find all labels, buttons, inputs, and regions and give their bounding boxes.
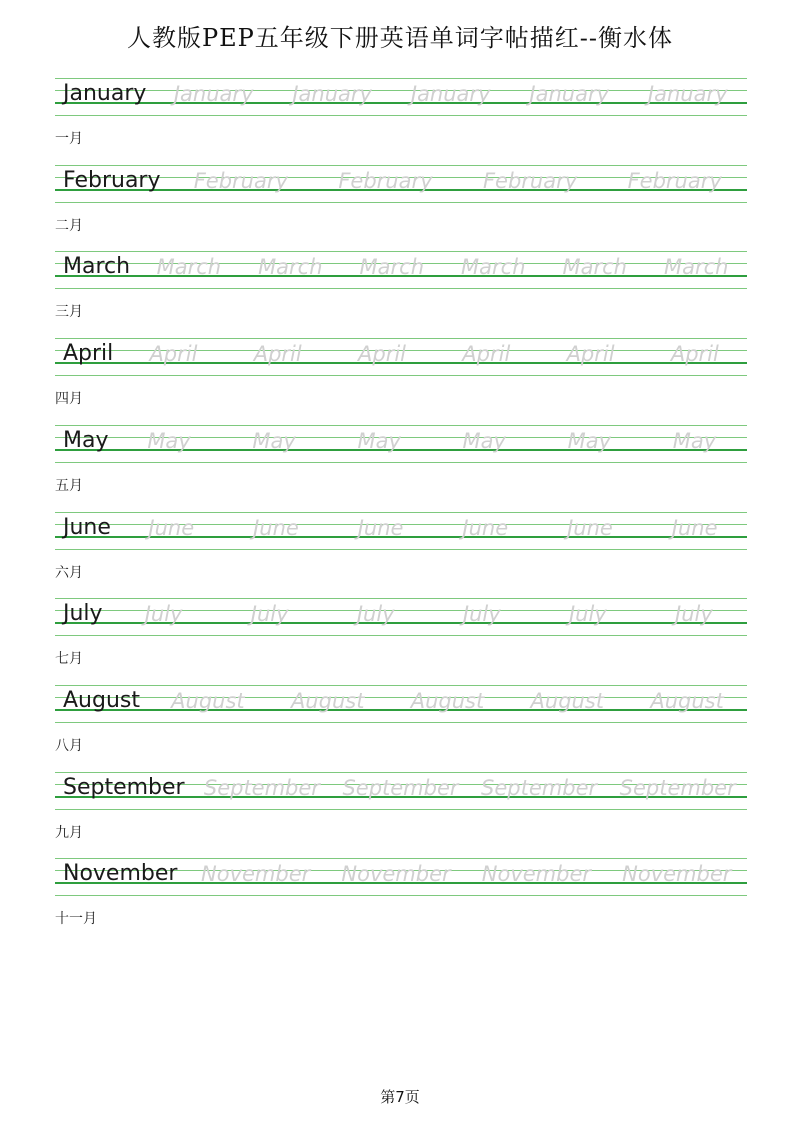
trace-word: January	[292, 82, 372, 106]
trace-words	[169, 166, 748, 196]
trace-word: July	[462, 602, 501, 626]
writing-line	[55, 686, 747, 716]
word-practice-block	[55, 685, 747, 765]
trace-word: May	[567, 429, 612, 453]
word-practice-block	[55, 772, 747, 852]
model-word: April	[63, 341, 114, 366]
trace-word: April	[149, 342, 198, 366]
word-practice-block	[55, 78, 747, 158]
trace-word: March	[461, 255, 526, 279]
trace-word: November	[341, 862, 451, 886]
trace-words	[116, 426, 747, 456]
writing-line	[55, 79, 747, 109]
guide-rule	[55, 375, 747, 376]
trace-word: May	[147, 429, 191, 453]
trace-word: January	[173, 82, 254, 106]
trace-word: August	[171, 689, 245, 713]
trace-word: August	[290, 689, 365, 713]
chinese-meaning: 七月	[55, 651, 83, 667]
trace-word: September	[203, 776, 320, 800]
trace-words	[119, 513, 747, 543]
word-practice-block	[55, 425, 747, 505]
trace-word: May	[672, 429, 717, 453]
guide-rule	[55, 722, 747, 723]
page-number: 第7页	[380, 1088, 420, 1106]
model-word: November	[63, 861, 178, 886]
guide-rule	[55, 115, 747, 116]
trace-word: June	[462, 516, 509, 540]
writing-line	[55, 773, 747, 803]
model-word: March	[63, 254, 131, 279]
trace-word: September	[342, 776, 459, 800]
model-word: June	[63, 515, 111, 540]
chinese-meaning: 五月	[55, 478, 83, 494]
trace-word: March	[156, 255, 222, 279]
guide-rule	[55, 288, 747, 289]
writing-line	[55, 513, 747, 543]
trace-word: July	[675, 602, 713, 626]
trace-word: February	[627, 169, 722, 193]
trace-words	[111, 599, 747, 629]
trace-word: January	[647, 82, 728, 106]
trace-word: April	[566, 342, 615, 366]
trace-word: March	[359, 255, 425, 279]
trace-words	[138, 252, 747, 282]
model-word: September	[63, 775, 185, 800]
trace-word: March	[258, 255, 323, 279]
trace-word: April	[358, 342, 406, 366]
model-word: July	[63, 601, 103, 626]
trace-word: September	[619, 776, 736, 800]
chinese-meaning: 六月	[55, 565, 83, 581]
trace-words	[148, 686, 747, 716]
trace-word: February	[482, 169, 578, 193]
guide-rule	[55, 202, 747, 203]
writing-line	[55, 166, 747, 196]
trace-word: July	[356, 602, 395, 626]
trace-word: July	[568, 602, 607, 626]
trace-word: June	[671, 516, 718, 540]
trace-word: February	[193, 169, 288, 193]
word-practice-block	[55, 338, 747, 418]
model-word: January	[63, 81, 147, 106]
guide-rule	[55, 809, 747, 810]
word-practice-block	[55, 512, 747, 592]
word-practice-block	[55, 858, 747, 938]
word-practice-block	[55, 598, 747, 678]
trace-words	[154, 79, 747, 109]
page-title: 人教版PEP五年级下册英语单词字帖描红--衡水体	[126, 24, 674, 52]
trace-word: January	[410, 82, 491, 106]
word-practice-block	[55, 251, 747, 331]
trace-word: August	[410, 689, 485, 713]
trace-word: July	[250, 602, 289, 626]
trace-word: June	[148, 516, 195, 540]
trace-word: May	[252, 429, 296, 453]
model-word: February	[63, 168, 161, 193]
trace-word: April	[670, 342, 719, 366]
model-word: August	[63, 688, 140, 713]
trace-words	[193, 773, 747, 803]
trace-word: February	[338, 169, 433, 193]
trace-word: April	[462, 342, 511, 366]
chinese-meaning: 九月	[55, 825, 83, 841]
model-word: May	[63, 428, 109, 453]
writing-line	[55, 252, 747, 282]
writing-line	[55, 859, 747, 889]
writing-line	[55, 599, 747, 629]
trace-word: November	[622, 862, 732, 886]
trace-word: March	[664, 255, 729, 279]
chinese-meaning: 一月	[55, 131, 83, 147]
writing-line	[55, 339, 747, 369]
word-practice-block	[55, 165, 747, 245]
chinese-meaning: 八月	[55, 738, 83, 754]
guide-rule	[55, 549, 747, 550]
chinese-meaning: 三月	[55, 304, 83, 320]
trace-word: April	[253, 342, 302, 366]
trace-word: August	[530, 689, 605, 713]
guide-rule	[55, 462, 747, 463]
chinese-meaning: 十一月	[55, 911, 97, 927]
trace-word: June	[253, 516, 299, 540]
chinese-meaning: 二月	[55, 218, 83, 234]
trace-words	[121, 339, 747, 369]
trace-word: July	[144, 602, 183, 626]
writing-line	[55, 426, 747, 456]
guide-rule	[55, 635, 747, 636]
trace-word: June	[567, 516, 613, 540]
trace-word: September	[481, 776, 598, 800]
trace-words	[185, 859, 747, 889]
trace-word: May	[462, 429, 506, 453]
chinese-meaning: 四月	[55, 391, 83, 407]
trace-word: November	[481, 862, 592, 886]
trace-word: March	[562, 255, 627, 279]
guide-rule	[55, 895, 747, 896]
trace-word: January	[529, 82, 610, 106]
trace-word: November	[201, 862, 311, 886]
trace-word: August	[650, 689, 724, 713]
trace-word: May	[357, 429, 401, 453]
trace-word: June	[357, 516, 404, 540]
